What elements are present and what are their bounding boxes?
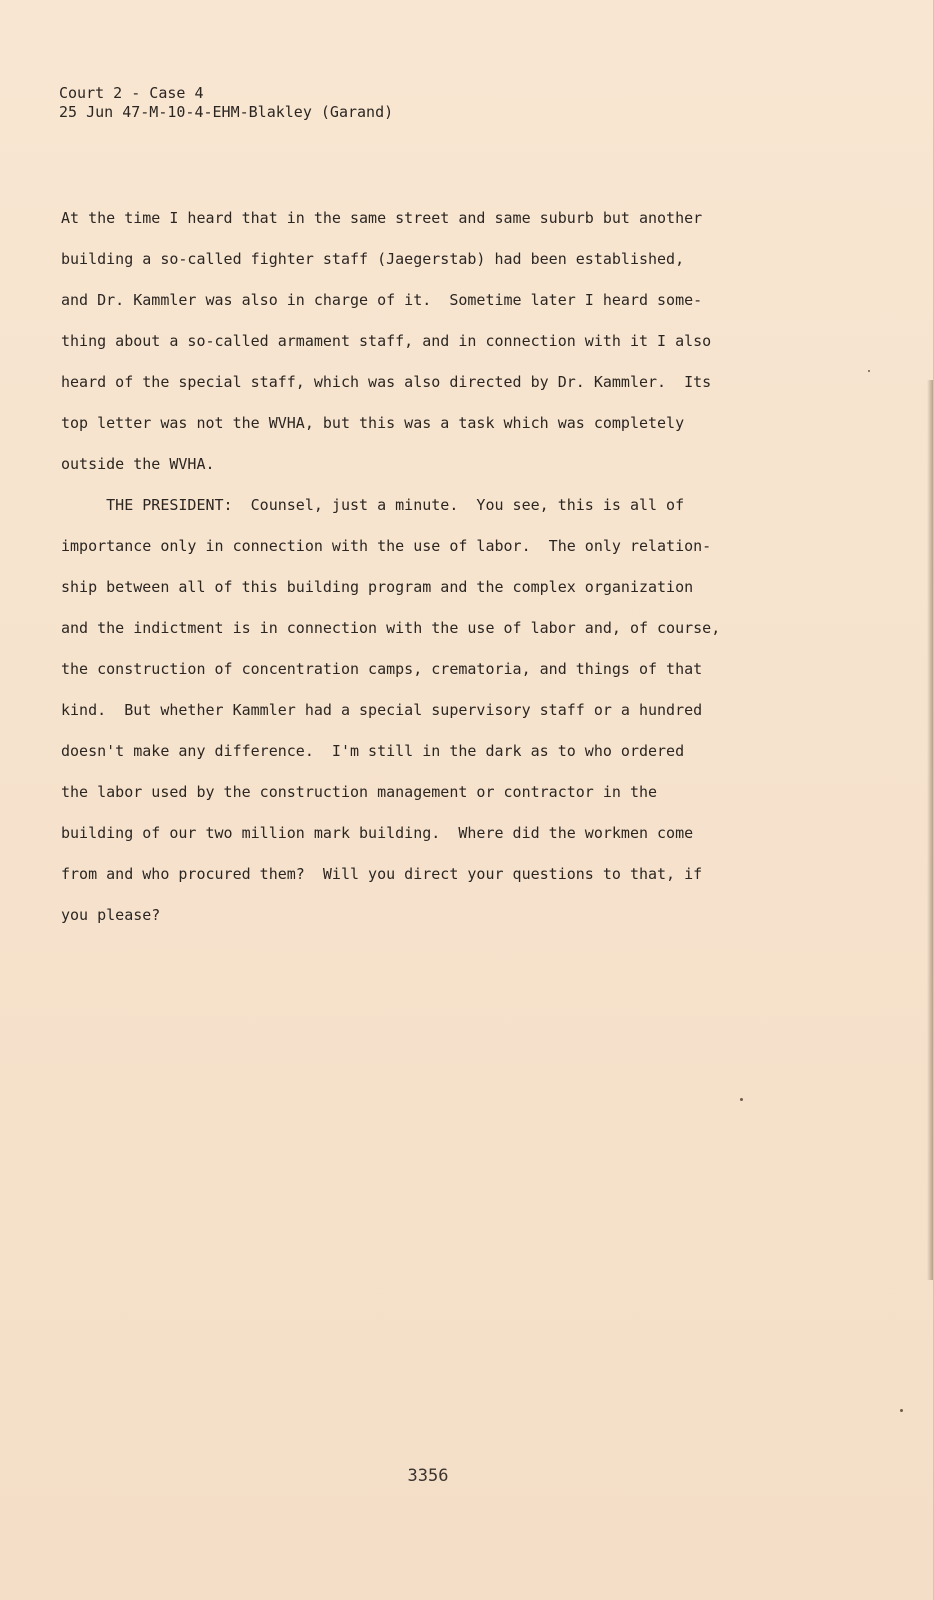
body-line: kind. But whether Kammler had a special supervisory staff or a hundred: [61, 701, 703, 719]
body-line: outside the WVHA.: [61, 455, 215, 473]
paper-speck: [868, 370, 870, 372]
document-header: [59, 84, 393, 122]
transcript-body: [61, 198, 841, 936]
body-line: doesn't make any difference. I'm still in the dark as to who ordered: [61, 742, 685, 760]
body-line: the labor used by the construction management or contractor in the: [61, 783, 658, 801]
body-line: heard of the special staff, which was also directed by Dr. Kammler. Its: [61, 373, 712, 391]
body-line: importance only in connection with the use of labor. The only relation-: [61, 537, 712, 555]
header-line-2: 25 Jun 47-M-10-4-EHM-Blakley (Garand): [59, 103, 394, 121]
body-line: At the time I heard that in the same street and same suburb but another: [61, 209, 703, 227]
body-line: thing about a so-called armament staff, and in connection with it I also: [61, 332, 712, 350]
body-line: ship between all of this building program and the complex organization: [61, 578, 694, 596]
body-line: building of our two million mark building. Where did the workmen come: [61, 824, 694, 842]
page-number: 3356: [407, 1466, 449, 1486]
header-line-1: Court 2 - Case 4: [59, 84, 204, 102]
body-line: the construction of concentration camps, crematoria, and things of that: [61, 660, 703, 678]
body-line: you please?: [61, 906, 161, 924]
body-line: top letter was not the WVHA, but this was a task which was completely: [61, 414, 685, 432]
body-line: THE PRESIDENT: Counsel, just a minute. You see, this is all of: [61, 496, 685, 514]
body-line: building a so-called fighter staff (Jaegerstab) had been established,: [61, 250, 685, 268]
body-line: and the indictment is in connection with the use of labor and, of course,: [61, 619, 721, 637]
page-edge-shadow: [927, 380, 933, 1280]
paper-speck: [900, 1409, 903, 1412]
body-line: from and who procured them? Will you direct your questions to that, if: [61, 865, 703, 883]
body-line: and Dr. Kammler was also in charge of it. Sometime later I heard some-: [61, 291, 703, 309]
paper-speck: [740, 1098, 743, 1101]
